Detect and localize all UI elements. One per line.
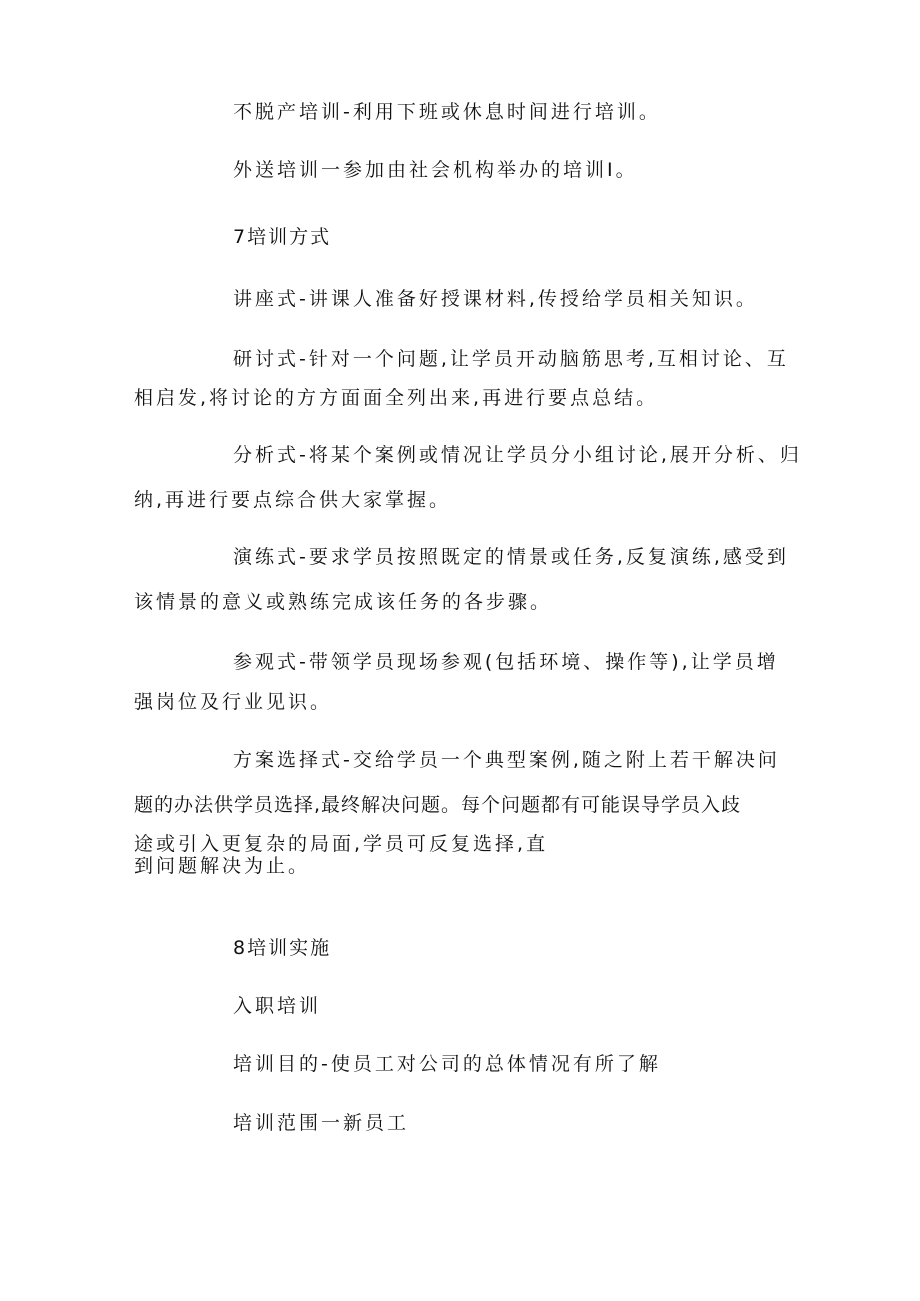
paragraph-drill-method-line-2: 该情景的意义或熟练完成该任务的各步骤。	[134, 591, 553, 613]
paragraph-lecture-method: 讲座式-讲课人准备好授课材料,传授给学员相关知识。	[233, 288, 758, 310]
paragraph-training-purpose: 培训目的-使员工对公司的总体情况有所了解	[233, 1053, 661, 1075]
paragraph-scenario-method-line-4: 到问题解决为止。	[134, 855, 311, 877]
section-heading-training-implementation: 8培训实施	[233, 937, 332, 959]
paragraph-scenario-method-line-2: 题的办法供学员选择,最终解决问题。每个问题都有可能误导学员入歧	[134, 794, 742, 816]
paragraph-off-job-training: 不脱产培训-利用下班或休息时间进行培训。	[233, 101, 661, 123]
paragraph-drill-method-line-1: 演练式-要求学员按照既定的情景或任务,反复演练,感受到	[233, 546, 789, 568]
paragraph-visit-method-line-2: 强岗位及行业见识。	[134, 691, 333, 713]
paragraph-analysis-method-line-1: 分析式-将某个案例或情况让学员分小组讨论,展开分析、归	[233, 444, 802, 466]
paragraph-external-training: 外送培训一参加由社会机构举办的培训I。	[233, 159, 638, 181]
paragraph-scenario-method-line-1: 方案选择式-交给学员一个典型案例,随之附上若干解决问	[233, 749, 780, 771]
paragraph-seminar-method-line-2: 相启发,将讨论的方方面面全列出来,再进行要点总结。	[134, 387, 659, 409]
section-heading-training-methods: 7培训方式	[233, 226, 332, 248]
paragraph-seminar-method-line-1: 研讨式-针对一个问题,让学员开动脑筋思考,互相讨论、互	[233, 348, 789, 370]
subheading-onboarding-training: 入职培训	[233, 995, 322, 1017]
paragraph-scenario-method-line-3: 途或引入更复杂的局面,学员可反复选择,直	[134, 833, 549, 855]
paragraph-visit-method-line-1: 参观式-带领学员现场参观(包括环境、操作等),让学员增	[233, 651, 779, 673]
paragraph-training-scope: 培训范围一新员工	[233, 1112, 410, 1134]
paragraph-analysis-method-line-2: 纳,再进行要点综合供大家掌握。	[134, 489, 452, 511]
